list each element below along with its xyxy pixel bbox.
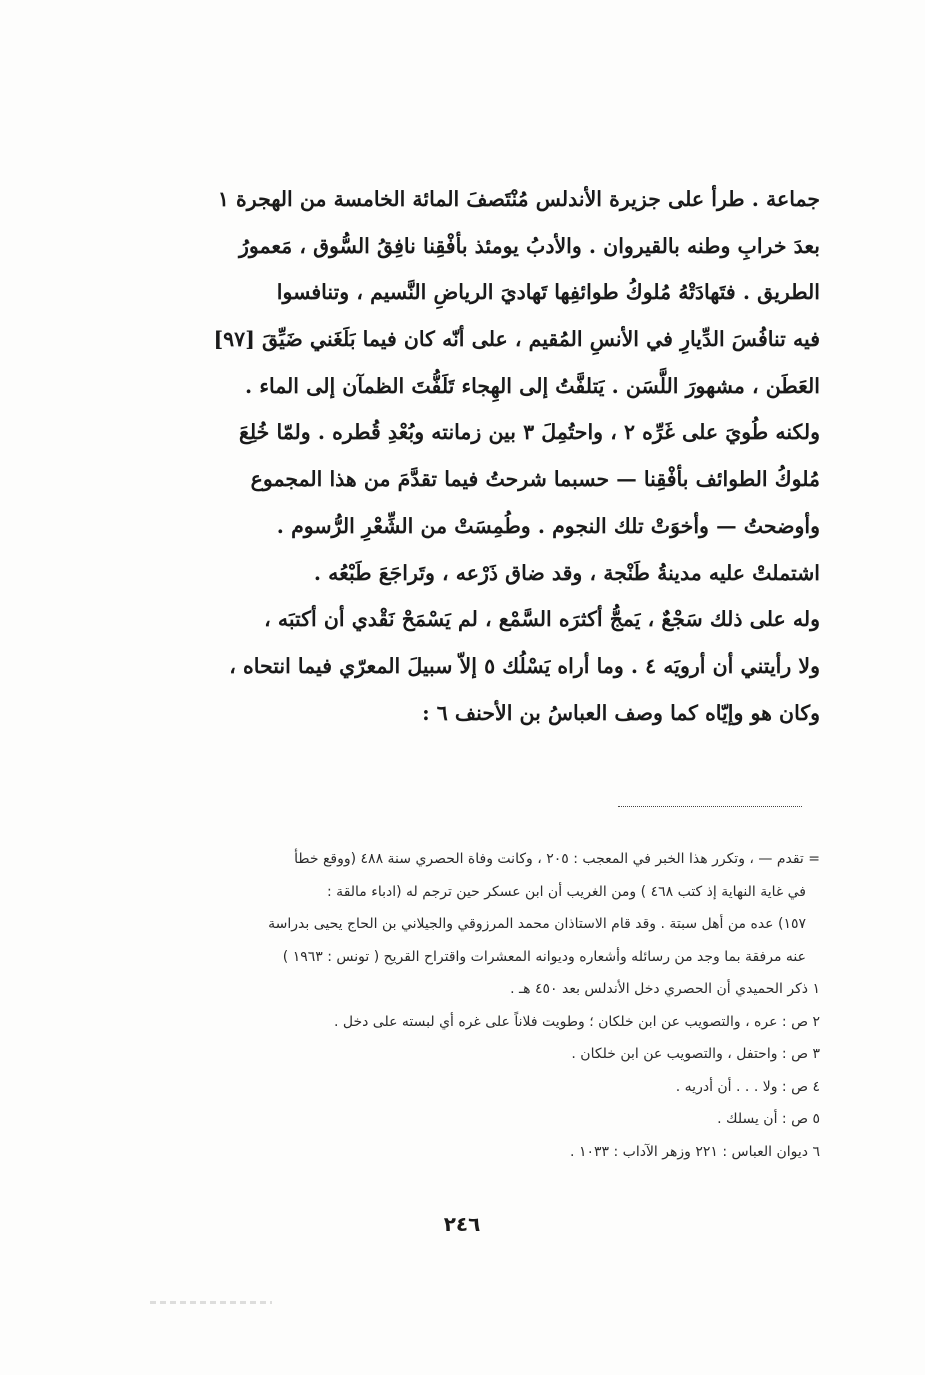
footnote-line: ٦ ديوان العباس : ٢٢١ وزهر الآداب : ١٠٣٣ . — [570, 1143, 820, 1160]
footnote-line: ١ ذكر الحميدي أن الحصري دخل الأندلس بعد ٤٥٠ هـ . — [510, 981, 820, 997]
text-line: العَطَن ، مشهورَ اللَّسَن . يَتلفَّتُ إلى الهِجاء تَلَفُّتَ الظمآن إلى الماء . — [245, 373, 820, 398]
footnote-line: = تقدم — ، وتكرر هذا الخبر في المعجب : ٢٠٥ ، وكانت وفاة الحصري سنة ٤٨٨ (ووقع خطأ — [294, 851, 820, 867]
text-line: وكان هو وإيّاه كما وصف العباسُ بن الأحنف ٦ : — [422, 700, 820, 725]
footnote-line: ٣ ص : واحتفل ، والتصويب عن ابن خلكان . — [571, 1046, 820, 1062]
main-text-block — [100, 176, 820, 736]
text-line: وله على ذلك سَجْعٌ ، يَمجُّ أكثرَه السَّمْع ، لم يَسْمَحْ نَقْدي أن أكتبَه ، — [264, 607, 820, 632]
footnote-line: في غاية النهاية إذ كتب ٤٦٨ ) ومن الغريب أن ابن عسكر حين ترجم له (ادباء مالقة : — [327, 883, 806, 900]
text-line: ولكنه طُويَ على غَرِّه ٢ ، واحتُمِلَ ٣ بين زمانته وبُعْدِ قُطره . ولمّا خُلِعَ — [238, 420, 820, 445]
text-line: فيه تنافُسَ الدِّيارِ في الأنسِ المُقيم ، على أنّه كان فيما بَلَغَني ضَيِّقَ [٩٧] — [213, 327, 820, 352]
text-line: جماعة . طرأ على جزيرة الأندلس مُنْتَصفَ المائة الخامسة من الهجرة ١ — [217, 187, 820, 211]
footnote-line: عنه مرفقة بما وجد من رسائله وأشعاره وديوانه المعشرات واقتراح القريح ( تونس : ١٩٦٣ ) — [282, 948, 806, 965]
text-line: مُلوكُ الطوائف بأفْقِنا — حسبما شرحتُ فيما تقدَّمَ من هذا المجموع — [250, 467, 820, 492]
footnote-line: ٥ ص : أن يسلك . — [717, 1111, 820, 1127]
text-line: ولا رأيتني أن أرويَه ٤ . وما أراه يَسْلُك ٥ إلاّ سبيلَ المعرّي فيما انتحاه ، — [229, 653, 820, 678]
footnote-line: ٤ ص : ولا . . . أن أدريه . — [675, 1078, 820, 1095]
footnote-line: ٢ ص : عره ، والتصويب عن ابن خلكان ؛ وطويت فلاناً على غره أي لبسته على دخل . — [333, 1013, 820, 1030]
text-line: اشتملتْ عليه مدينةُ طَنْجة ، وقد ضاق ذَرْعه ، وتَراجَعَ طَبْعُه . — [313, 560, 820, 585]
footnotes-block — [100, 843, 820, 1168]
footnote-divider — [618, 806, 802, 807]
footnote-line: ١٥٧) عده من أهل سبتة . وقد قام الاستاذان محمد المرزوقي والجيلاني بن الحاج يحيى بدراسة — [268, 916, 806, 932]
scan-artifact — [150, 1301, 272, 1304]
text-line: الطريق . فتَهادَتْهُ مُلوكُ طوائفِها تَهاديَ الرياضِ النَّسيم ، وتنافسوا — [276, 280, 820, 305]
page-number: ٢٤٦ — [443, 1212, 481, 1236]
text-line: وأوضحتُ — وأخوَتْ تلك النجوم . وطُمِسَتْ من الشِّعْرِ الرُّسوم . — [276, 513, 820, 538]
text-line: بعدَ خرابِ وطنه بالقيروان . والأدبُ يومئذ بأفْقِنا نافِقُ السُّوق ، مَعمورُ — [239, 233, 820, 258]
